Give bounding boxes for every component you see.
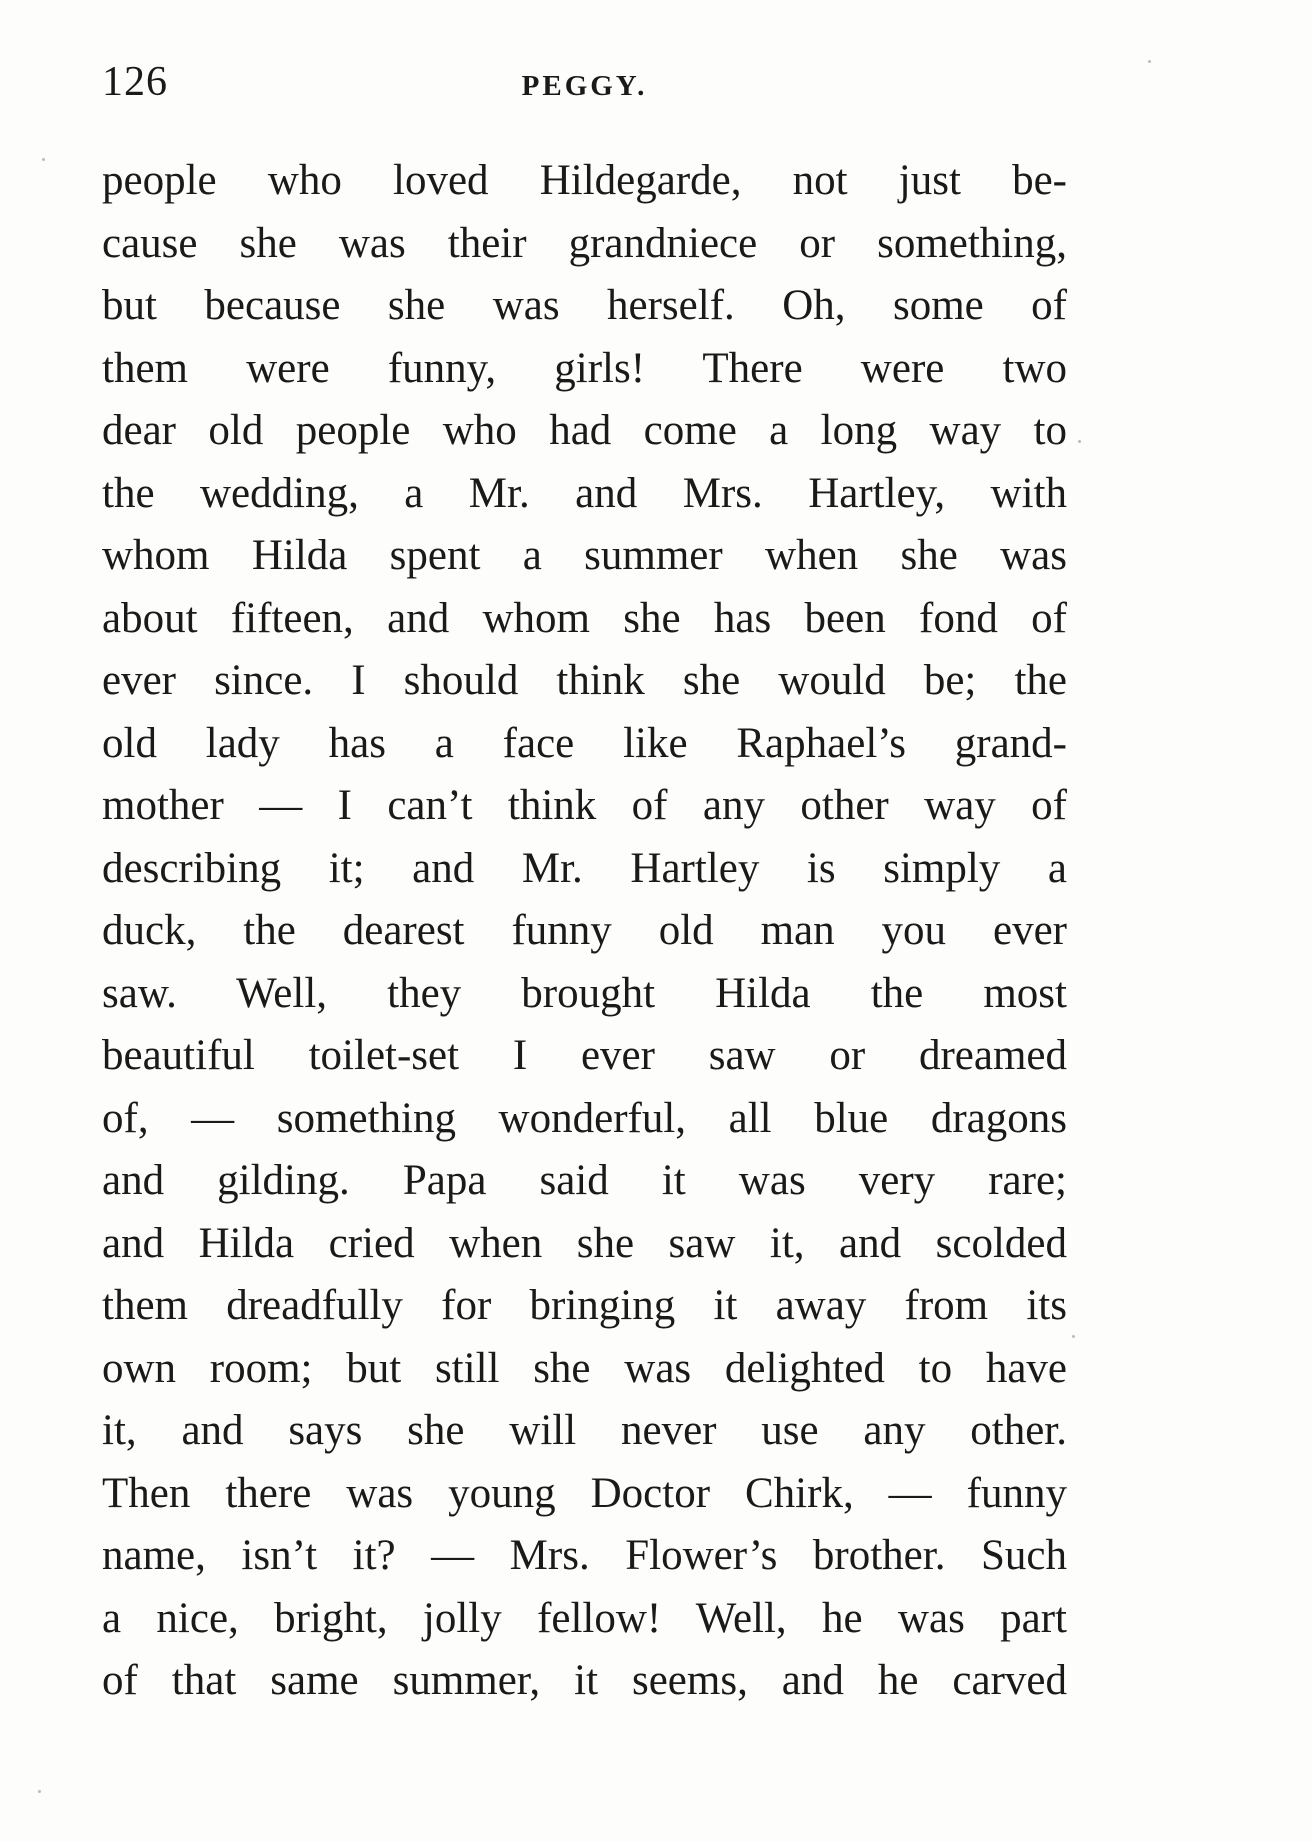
page-header (102, 52, 1067, 112)
text-line: them dreadfully for bringing it away from its (102, 1282, 1067, 1329)
text-line: name, isn’t it? — Mrs. Flower’s brother. Such (102, 1532, 1067, 1579)
print-speck (1072, 1335, 1075, 1338)
text-line: them were funny, girls! There were two (102, 344, 1067, 392)
text-line: people who loved Hildegarde, not just be- (102, 157, 1067, 204)
body-text (102, 150, 1067, 1713)
print-speck (1148, 60, 1151, 63)
text-line: old lady has a face like Raphael’s grand- (102, 719, 1067, 767)
text-line: about fifteen, and whom she has been fond of (102, 594, 1067, 642)
text-line: ever since. I should think she would be; the (102, 657, 1067, 704)
text-line: own room; but still she was delighted to have (102, 1344, 1067, 1392)
text-line: it, and says she will never use any other. (102, 1407, 1067, 1454)
print-speck (42, 158, 45, 161)
text-line: the wedding, a Mr. and Mrs. Hartley, with (102, 469, 1067, 517)
text-line: saw. Well, they brought Hilda the most (102, 969, 1067, 1017)
text-line: but because she was herself. Oh, some of (102, 282, 1067, 329)
text-line: cause she was their grandniece or something, (102, 219, 1067, 267)
text-line: describing it; and Mr. Hartley is simply a (102, 844, 1067, 892)
text-line: Then there was young Doctor Chirk, — funny (102, 1469, 1067, 1517)
running-title: PEGGY. (521, 70, 648, 102)
text-line: beautiful toilet-set I ever saw or dreamed (102, 1032, 1067, 1079)
text-line: dear old people who had come a long way to (102, 407, 1067, 454)
text-line: duck, the dearest funny old man you ever (102, 907, 1067, 954)
text-line: of, — something wonderful, all blue dragons (102, 1094, 1067, 1142)
text-line: and gilding. Papa said it was very rare; (102, 1157, 1067, 1204)
text-line: of that same summer, it seems, and he carved (102, 1657, 1067, 1704)
text-line: a nice, bright, jolly fellow! Well, he was part (102, 1594, 1067, 1642)
print-speck (1078, 440, 1081, 443)
print-speck (38, 1790, 41, 1793)
text-line: mother — I can’t think of any other way of (102, 782, 1067, 829)
page-number: 126 (102, 59, 168, 105)
text-line: and Hilda cried when she saw it, and scolded (102, 1219, 1067, 1267)
text-line: whom Hilda spent a summer when she was (102, 532, 1067, 579)
